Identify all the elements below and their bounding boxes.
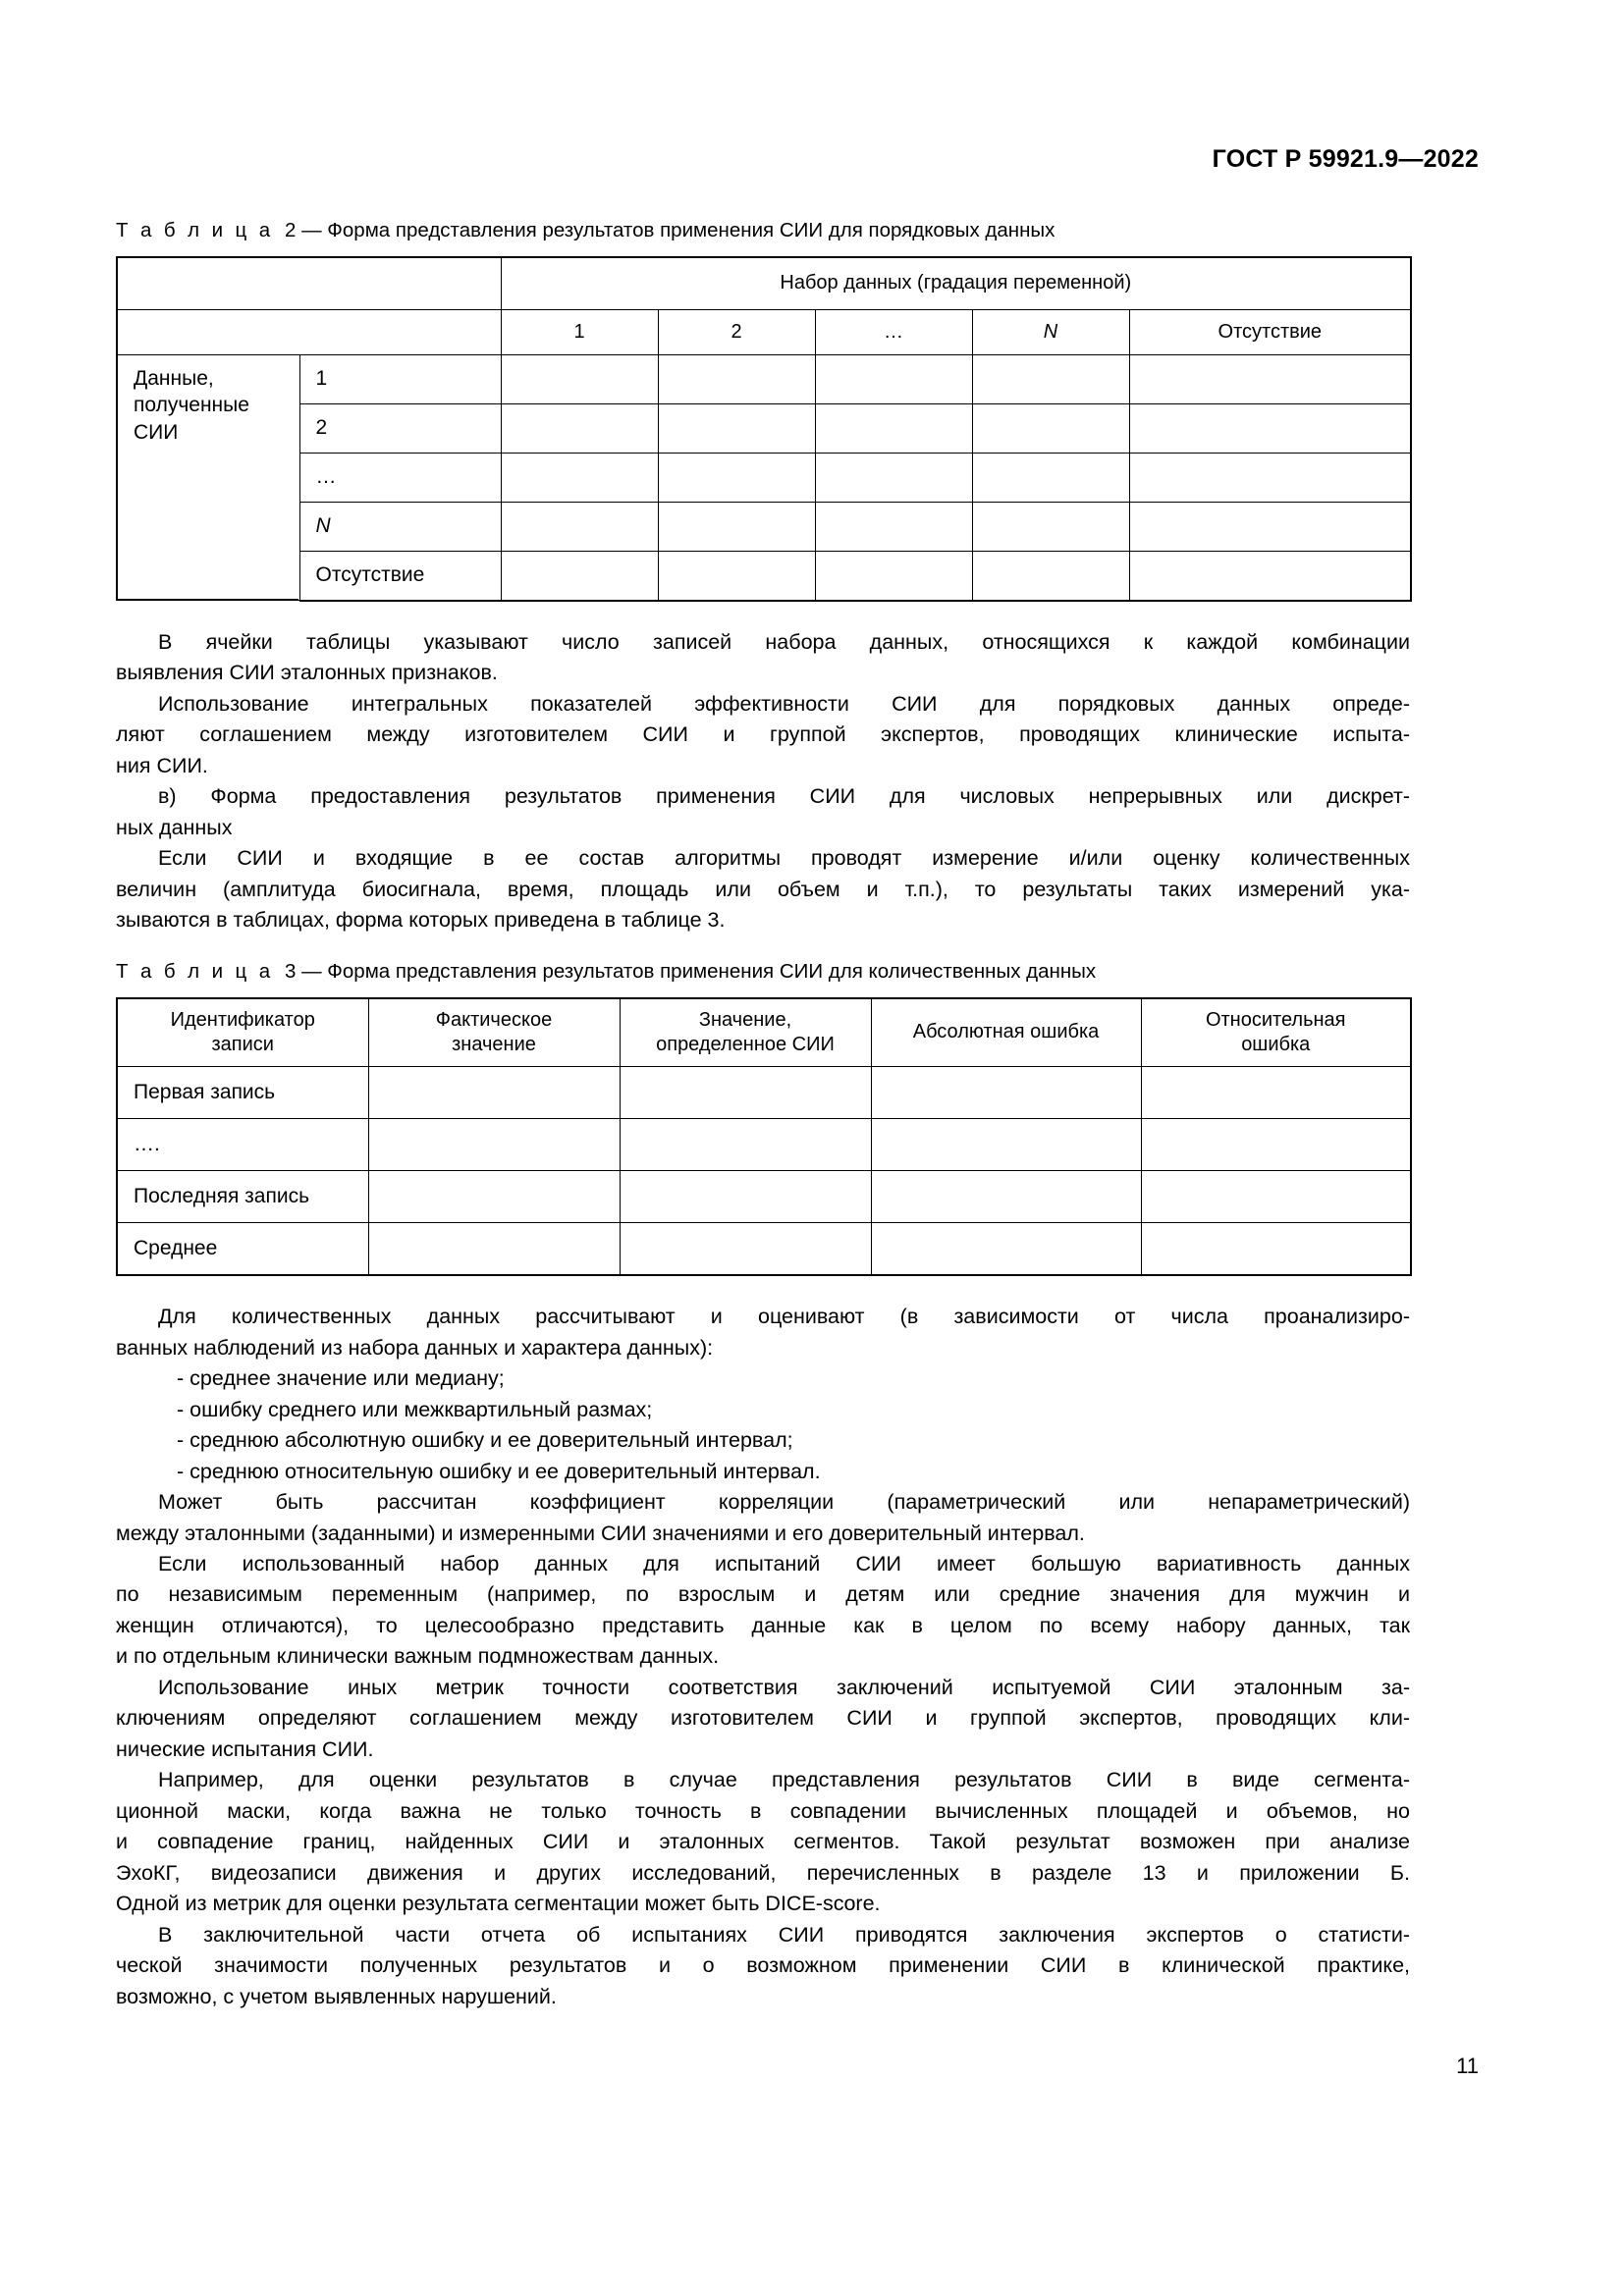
table2-cell[interactable] xyxy=(815,453,972,502)
text-line: Использование иных метрик точности соответствия заключений испытуемой СИИ эталонным за- xyxy=(158,1675,1410,1699)
table2-cell[interactable] xyxy=(972,502,1129,551)
list-quantitative-metrics xyxy=(116,1363,1410,1487)
text-line: Одной из метрик для оценки результата сегментации может быть DICE-score. xyxy=(116,1892,881,1916)
text-line: ных данных xyxy=(116,815,233,839)
text-line: Использование интегральных показателей эффективности СИИ для порядковых данных опреде- xyxy=(158,691,1410,716)
text-line: в) Форма предоставления результатов применения СИИ для числовых непрерывных или дискрет- xyxy=(158,784,1410,809)
paragraph-final-report-conclusions xyxy=(116,1920,1410,2012)
text-line: Если использованный набор данных для испытаний СИИ имеет большую вариативность данных xyxy=(158,1552,1410,1575)
table3-row-label-last: Последняя запись xyxy=(117,1171,368,1223)
table2-bottom-border-segment xyxy=(116,599,298,601)
table3-cell[interactable] xyxy=(368,1067,620,1119)
text-line: между эталонными (заданными) и измеренными СИИ значениями и его доверительный интервал. xyxy=(116,1521,1085,1545)
text-line: по независимым переменным (например, по взрослым и детям или средние значения для мужчин и xyxy=(116,1582,1410,1607)
table3-cell[interactable] xyxy=(1141,1171,1411,1223)
table3-cell[interactable] xyxy=(368,1223,620,1276)
text-line: ционной маски, когда важна не только точность в совпадении вычисленных площадей и объемов, но xyxy=(116,1798,1410,1823)
text-line: и совпадение границ, найденных СИИ и эталонных сегментов. Такой результат возможен при анализе xyxy=(116,1830,1410,1854)
paragraph-correlation-coefficient xyxy=(116,1487,1410,1549)
table3-cell[interactable] xyxy=(1141,1119,1411,1171)
table2-row-label-absence: Отсутствие xyxy=(299,551,501,601)
table2-cell[interactable] xyxy=(658,403,815,453)
table3-col-header-actual-value xyxy=(368,998,620,1067)
list-item: - ошибку среднего или межквартильный размах; xyxy=(177,1397,653,1421)
text-line: Для количественных данных рассчитывают и оценивают (в зависимости от числа проанализиро- xyxy=(158,1305,1410,1329)
table2-col-header-n: N xyxy=(972,309,1129,354)
text-line: В заключительной части отчета об испытаниях СИИ приводятся заключения экспертов о статисти- xyxy=(158,1922,1410,1947)
list-item: - среднюю относительную ошибку и ее доверительный интервал. xyxy=(177,1459,821,1483)
text-line: и по отдельным клинически важным подмножествам данных. xyxy=(116,1644,720,1669)
table3-col-header-absolute-error: Абсолютная ошибка xyxy=(871,998,1141,1067)
table3-row xyxy=(117,1171,1411,1223)
paragraph-measurement-quantities xyxy=(116,843,1410,935)
table2-ordinal-data-form xyxy=(116,256,1412,602)
table3-col-header-record-id xyxy=(117,998,368,1067)
table2-row-label-2: 2 xyxy=(299,403,501,453)
table3-caption-text: — Форма представления результатов применения СИИ для количественных данных xyxy=(301,960,1097,984)
text-line: выявления СИИ эталонных признаков. xyxy=(116,661,498,685)
table2-cell[interactable] xyxy=(658,502,815,551)
table2-row-label-1: 1 xyxy=(299,354,501,403)
list-item: - среднюю абсолютную ошибку и ее доверительный интервал; xyxy=(177,1428,793,1453)
table3-col-header-sii-value-l1: Значение, xyxy=(698,1008,792,1031)
table3-quantitative-data-form xyxy=(116,997,1412,1276)
paragraph-item-v xyxy=(116,781,1410,843)
table3-cell[interactable] xyxy=(871,1171,1141,1223)
table3-row-label-mean: Среднее xyxy=(117,1223,368,1276)
table3-cell[interactable] xyxy=(620,1119,871,1171)
table3-header-row xyxy=(117,998,1411,1067)
table2-col-header-2: 2 xyxy=(658,309,815,354)
table2-row-label-ellipsis: … xyxy=(299,453,501,502)
table2-cell[interactable] xyxy=(658,453,815,502)
text-line: ния СИИ. xyxy=(116,753,208,777)
table3-cell[interactable] xyxy=(1141,1223,1411,1276)
table3-cell[interactable] xyxy=(368,1119,620,1171)
table3-cell[interactable] xyxy=(871,1067,1141,1119)
text-line: ЭхоКГ, видеозаписи движения и других исследований, перечисленных в разделе 13 и приложении Б. xyxy=(116,1860,1410,1885)
table3-col-header-record-id-l1: Идентификатор xyxy=(170,1008,315,1031)
table2-cell[interactable] xyxy=(658,551,815,601)
text-line: зываются в таблицах, форма которых приведена в таблице 3. xyxy=(116,908,726,932)
table2-cell[interactable] xyxy=(501,453,658,502)
table2-group-header: Набор данных (градация переменной) xyxy=(501,257,1411,310)
table2-caption xyxy=(116,218,1410,244)
table2-cell[interactable] xyxy=(1129,502,1411,551)
table3-cell[interactable] xyxy=(871,1119,1141,1171)
table2-header-row-1 xyxy=(117,257,1411,310)
table3-col-header-relative-error-l2: ошибка xyxy=(1241,1034,1311,1056)
table3-row-label-first: Первая запись xyxy=(117,1067,368,1119)
paragraph-cells-meaning xyxy=(116,627,1410,689)
table2-caption-prefix: Т а б л и ц а xyxy=(116,219,274,241)
table3-cell[interactable] xyxy=(368,1171,620,1223)
table2-cell[interactable] xyxy=(501,502,658,551)
table2-cell[interactable] xyxy=(972,551,1129,601)
table2-cell[interactable] xyxy=(972,453,1129,502)
paragraph-segmentation-mask-example xyxy=(116,1765,1410,1919)
table2-side-label xyxy=(117,354,299,601)
table2-corner-cell xyxy=(117,257,501,310)
table3-row xyxy=(117,1119,1411,1171)
table2-row xyxy=(117,502,1411,551)
page-number: 11 xyxy=(1456,2054,1479,2078)
table3-cell[interactable] xyxy=(1141,1067,1411,1119)
table3-cell[interactable] xyxy=(620,1171,871,1223)
table3-col-header-actual-value-l2: значение xyxy=(452,1034,536,1056)
text-line: ляют соглашением между изготовителем СИИ и группой экспертов, проводящих клинические испыта- xyxy=(116,722,1410,747)
table3-col-header-actual-value-l1: Фактическое xyxy=(435,1008,553,1031)
table3-caption-prefix: Т а б л и ц а xyxy=(116,960,274,984)
table3-col-header-sii-value-l2: определенное СИИ xyxy=(656,1034,835,1056)
table2-cell[interactable] xyxy=(815,551,972,601)
table3-col-header-sii-value xyxy=(620,998,871,1067)
table2-caption-text: — Форма представления результатов применения СИИ для порядковых данных xyxy=(301,219,1056,241)
text-line: женщин отличаются), то целесообразно представить данные как в целом по всему набору данных, так xyxy=(116,1613,1410,1637)
table3-cell[interactable] xyxy=(871,1223,1141,1276)
table2-col-header-absence: Отсутствие xyxy=(1129,309,1411,354)
table2-row xyxy=(117,403,1411,453)
table3-row xyxy=(117,1067,1411,1119)
table2-row xyxy=(117,354,1411,403)
table2-row xyxy=(117,551,1411,601)
table3-row-label-ellipsis: …. xyxy=(117,1119,368,1171)
table2-cell[interactable] xyxy=(1129,354,1411,403)
text-line: ческой значимости полученных результатов и о возможном применении СИИ в клинической практике, xyxy=(116,1953,1410,1978)
paragraph-data-variability xyxy=(116,1549,1410,1673)
table2-cell[interactable] xyxy=(501,551,658,601)
list-item: - среднее значение или медиану; xyxy=(177,1366,505,1391)
table2-cell[interactable] xyxy=(815,502,972,551)
text-line: возможно, с учетом выявленных нарушений. xyxy=(116,1984,557,2008)
table2-corner-cell-2 xyxy=(117,309,501,354)
table2-cell[interactable] xyxy=(972,403,1129,453)
text-line: Если СИИ и входящие в ее состав алгоритмы проводят измерение и/или оценку количественных xyxy=(158,846,1410,871)
text-line: В ячейки таблицы указывают число записей набора данных, относящихся к каждой комбинации xyxy=(158,629,1410,654)
table2-side-label-line2: полученные СИИ xyxy=(134,394,249,445)
page-content xyxy=(116,218,1410,2012)
table3-caption-number: 3 xyxy=(285,960,297,984)
table3-cell[interactable] xyxy=(620,1223,871,1276)
text-line: Например, для оценки результатов в случае представления результатов СИИ в виде сегмента- xyxy=(158,1768,1410,1792)
table2-cell[interactable] xyxy=(501,354,658,403)
table2-col-header-1: 1 xyxy=(501,309,658,354)
table2-cell[interactable] xyxy=(972,354,1129,403)
table3-col-header-record-id-l2: записи xyxy=(211,1034,274,1056)
table3-cell[interactable] xyxy=(620,1067,871,1119)
table2-cell[interactable] xyxy=(1129,551,1411,601)
table2-col-header-ellipsis: … xyxy=(815,309,972,354)
table2-cell[interactable] xyxy=(1129,453,1411,502)
table3-row xyxy=(117,1223,1411,1276)
paragraph-other-accuracy-metrics xyxy=(116,1673,1410,1765)
table2-cell[interactable] xyxy=(815,354,972,403)
text-line: величин (амплитуда биосигнала, время, площадь или объем и т.п.), то результаты таких измерений ука- xyxy=(116,877,1410,901)
page-header-standard-id: ГОСТ Р 59921.9—2022 xyxy=(1212,145,1479,173)
table3-col-header-relative-error xyxy=(1141,998,1411,1067)
text-line: Может быть рассчитан коэффициент корреляции (параметрический или непараметрический) xyxy=(158,1490,1410,1515)
table2-cell[interactable] xyxy=(501,403,658,453)
table2-row-label-n: N xyxy=(299,502,501,551)
table2-cell[interactable] xyxy=(815,403,972,453)
paragraph-quantitative-calc xyxy=(116,1302,1410,1363)
text-line: ключениям определяют соглашением между изготовителем СИИ и группой экспертов, проводящих кли- xyxy=(116,1706,1410,1731)
table2-caption-number: 2 xyxy=(285,219,297,241)
text-line: ванных наблюдений из набора данных и характера данных): xyxy=(116,1335,714,1360)
paragraph-integral-metrics xyxy=(116,689,1410,781)
table3-caption xyxy=(116,959,1410,986)
text-line: нические испытания СИИ. xyxy=(116,1736,374,1761)
table2-cell[interactable] xyxy=(1129,403,1411,453)
table3-col-header-relative-error-l1: Относительная xyxy=(1205,1008,1346,1031)
table2-header-row-2 xyxy=(117,309,1411,354)
table2-cell[interactable] xyxy=(658,354,815,403)
table2-side-label-line1: Данные, xyxy=(134,366,214,390)
table2-row xyxy=(117,453,1411,502)
